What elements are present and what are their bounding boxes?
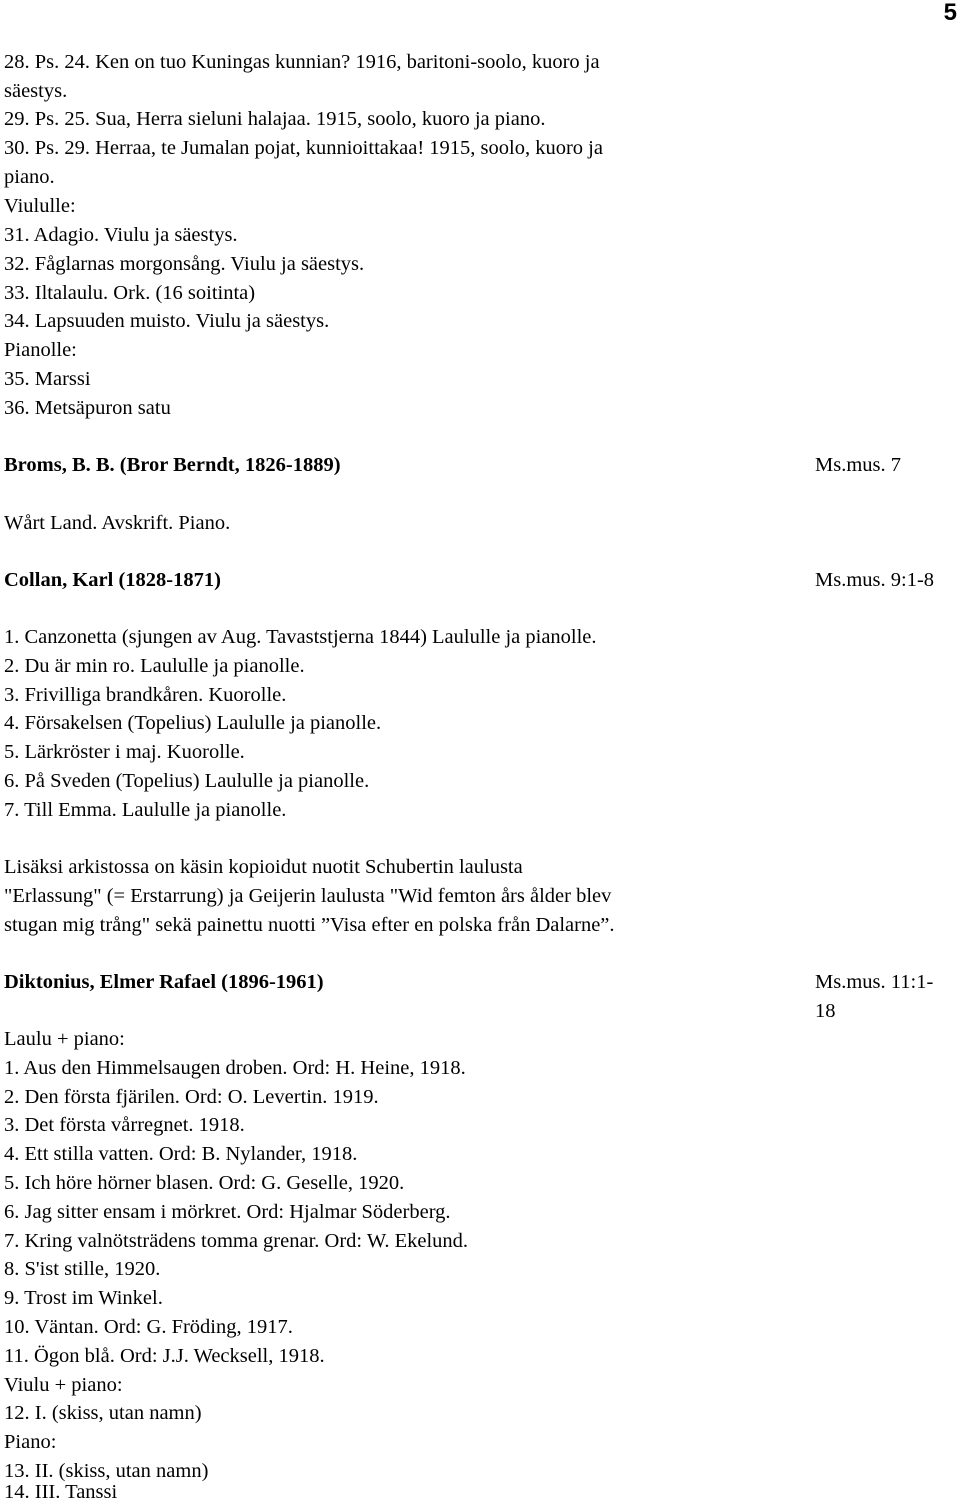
shelfmark-broms: Ms.mus. 7 <box>815 454 902 476</box>
list-item: 3. Frivilliga brandkåren. Kuorolle. <box>4 684 287 706</box>
text-line: 28. Ps. 24. Ken on tuo Kuningas kunnian? 1916, baritoni-soolo, kuoro ja <box>4 51 600 73</box>
text-line: 35. Marssi <box>4 368 91 390</box>
list-item: 1. Aus den Himmelsaugen droben. Ord: H. Heine, 1918. <box>4 1057 466 1079</box>
note-line: Lisäksi arkistossa on käsin kopioidut nuotit Schubertin laulusta <box>4 856 523 878</box>
shelfmark-diktonius-cont: 18 <box>815 1000 836 1022</box>
text-line: 29. Ps. 25. Sua, Herra sieluni halajaa. 1915, soolo, kuoro ja piano. <box>4 108 546 130</box>
list-item: 6. På Sveden (Topelius) Laululle ja pianolle. <box>4 770 370 792</box>
list-item: 11. Ögon blå. Ord: J.J. Wecksell, 1918. <box>4 1345 325 1367</box>
text-line: Laulu + piano: <box>4 1028 125 1050</box>
list-item: 8. S'ist stille, 1920. <box>4 1258 161 1280</box>
list-item: 6. Jag sitter ensam i mörkret. Ord: Hjalmar Söderberg. <box>4 1201 451 1223</box>
list-item: 7. Kring valnötsträdens tomma grenar. Ord: W. Ekelund. <box>4 1230 469 1252</box>
list-item: 9. Trost im Winkel. <box>4 1287 163 1309</box>
text-line: säestys. <box>4 80 68 102</box>
entry-heading-collan: Collan, Karl (1828-1871) <box>4 569 221 591</box>
entry-heading-diktonius: Diktonius, Elmer Rafael (1896-1961) <box>4 971 324 993</box>
list-item: 2. Den första fjärilen. Ord: O. Levertin. 1919. <box>4 1086 379 1108</box>
text-line: Viululle: <box>4 195 76 217</box>
text-line: Pianolle: <box>4 339 77 361</box>
list-item: 4. Ett stilla vatten. Ord: B. Nylander, 1918. <box>4 1143 358 1165</box>
list-item: 12. I. (skiss, utan namn) <box>4 1402 202 1424</box>
text-line: Viulu + piano: <box>4 1374 123 1396</box>
list-item: 4. Försakelsen (Topelius) Laululle ja pianolle. <box>4 712 382 734</box>
list-item: 13. II. (skiss, utan namn) <box>4 1460 209 1482</box>
text-line: Piano: <box>4 1431 57 1453</box>
list-item: 5. Lärkröster i maj. Kuorolle. <box>4 741 245 763</box>
list-item: 3. Det första vårregnet. 1918. <box>4 1114 245 1136</box>
page-number: 5 <box>943 0 957 26</box>
list-item: 5. Ich höre hörner blasen. Ord: G. Geselle, 1920. <box>4 1172 405 1194</box>
shelfmark-diktonius: Ms.mus. 11:1- <box>815 971 934 993</box>
text-line: 32. Fåglarnas morgonsång. Viulu ja säestys. <box>4 253 365 275</box>
list-item: 7. Till Emma. Laululle ja pianolle. <box>4 799 287 821</box>
list-item: 14. III. Tanssi <box>4 1481 118 1503</box>
list-item: 1. Canzonetta (sjungen av Aug. Tavaststjerna 1844) Laululle ja pianolle. <box>4 626 597 648</box>
note-line: "Erlassung" (= Erstarrung) ja Geijerin laulusta "Wid femton års ålder blev <box>4 885 612 907</box>
text-line: piano. <box>4 166 55 188</box>
text-line: Wårt Land. Avskrift. Piano. <box>4 512 231 534</box>
shelfmark-collan: Ms.mus. 9:1-8 <box>815 569 935 591</box>
text-line: 33. Iltalaulu. Ork. (16 soitinta) <box>4 282 256 304</box>
text-line: 34. Lapsuuden muisto. Viulu ja säestys. <box>4 310 330 332</box>
list-item: 2. Du är min ro. Laululle ja pianolle. <box>4 655 305 677</box>
note-line: stugan mig trång" sekä painettu nuotti ”Visa efter en polska från Dalarne”. <box>4 914 615 936</box>
text-line: 30. Ps. 29. Herraa, te Jumalan pojat, kunnioittakaa! 1915, soolo, kuoro ja <box>4 137 603 159</box>
text-line: 31. Adagio. Viulu ja säestys. <box>4 224 238 246</box>
text-line: 36. Metsäpuron satu <box>4 397 171 419</box>
list-item: 10. Väntan. Ord: G. Fröding, 1917. <box>4 1316 293 1338</box>
entry-heading-broms: Broms, B. B. (Bror Berndt, 1826-1889) <box>4 454 341 476</box>
